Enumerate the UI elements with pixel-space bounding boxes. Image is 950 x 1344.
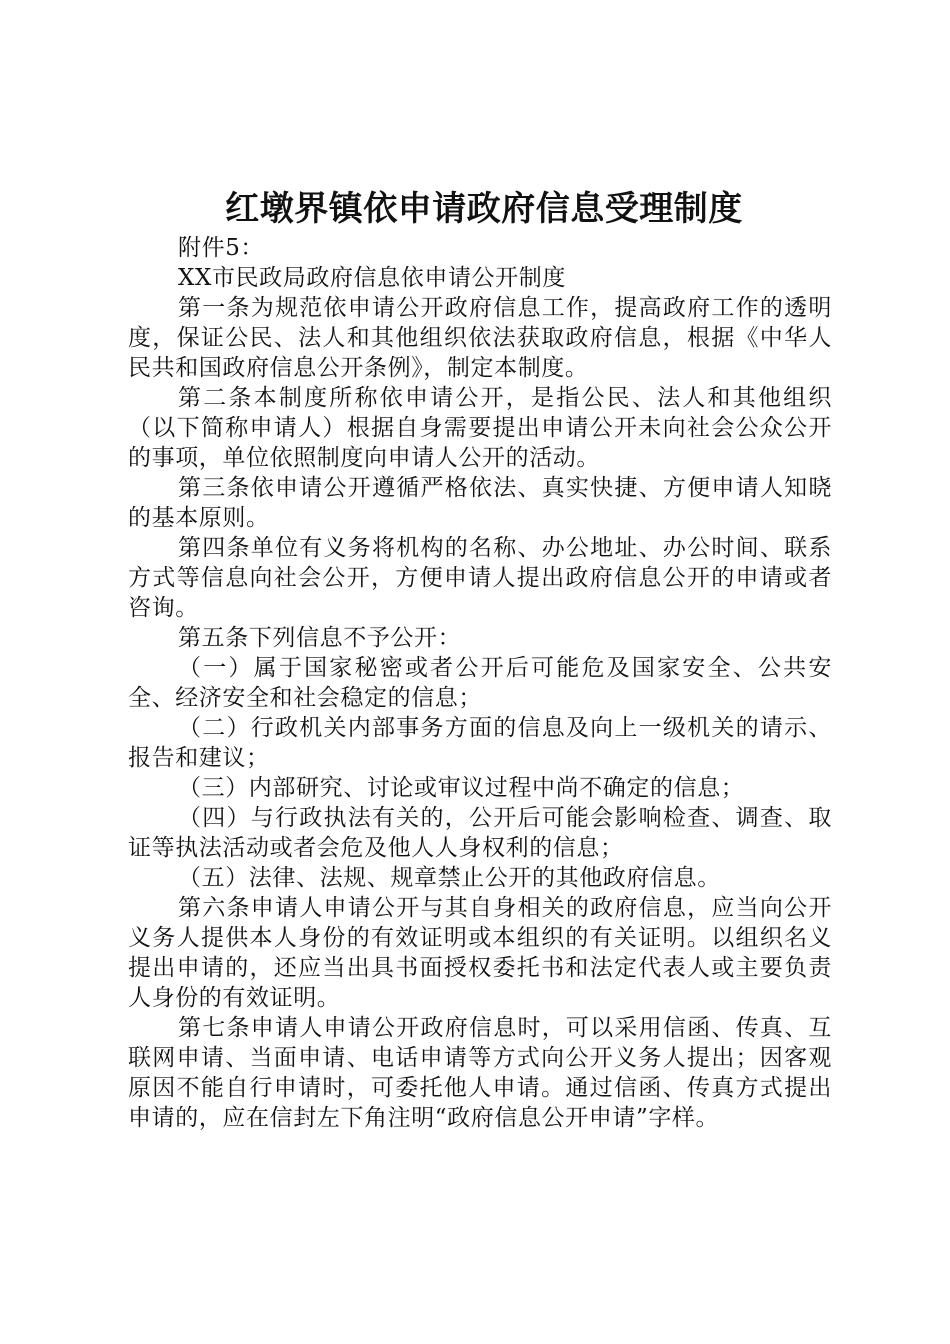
article-5-item-1: （一）属于国家秘密或者公开后可能危及国家安全、公共安全、经济安全和社会稳定的信息； — [128, 655, 832, 711]
subtitle: XX市民政局政府信息依申请公开制度 — [178, 265, 566, 291]
article-5-item-3: （三）内部研究、讨论或审议过程中尚不确定的信息； — [178, 775, 745, 801]
article-1: 第一条为规范依申请公开政府信息工作，提高政府工作的透明度，保证公民、法人和其他组织依法获取政府信息，根据《中华人民共和国政府信息公开条例》，制定本制度。 — [128, 295, 832, 381]
document-page — [128, 185, 832, 1133]
article-6: 第六条申请人申请公开与其自身相关的政府信息，应当向公开义务人提供本人身份的有效证明或本组织的有关证明。以组织名义提出申请的，还应当出具书面授权委托书和法定代表人或主要负责人身份的有效证明。 — [128, 895, 832, 1011]
article-3: 第三条依申请公开遵循严格依法、真实快捷、方便申请人知晓的基本原则。 — [128, 475, 832, 531]
article-5-item-2: （二）行政机关内部事务方面的信息及向上一级机关的请示、报告和建议； — [128, 715, 832, 771]
article-5: 第五条下列信息不予公开： — [178, 625, 462, 651]
article-5-item-4: （四）与行政执法有关的，公开后可能会影响检查、调查、取证等执法活动或者会危及他人人身权利的信息； — [128, 805, 832, 861]
article-4: 第四条单位有义务将机构的名称、办公地址、办公时间、联系方式等信息向社会公开，方便申请人提出政府信息公开的申请或者咨询。 — [128, 535, 832, 621]
article-2: 第二条本制度所称依申请公开，是指公民、法人和其他组织（以下简称申请人）根据自身需要提出申请公开未向社会公众公开的事项，单位依照制度向申请人公开的活动。 — [128, 385, 832, 471]
article-7: 第七条申请人申请公开政府信息时，可以采用信函、传真、互联网申请、当面申请、电话申请等方式向公开义务人提出；因客观原因不能自行申请时，可委托他人申请。通过信函、传真方式提出申请的，应在信封左下角注明“政府信息公开申请”字样。 — [128, 1015, 832, 1131]
article-5-item-5: （五）法律、法规、规章禁止公开的其他政府信息。 — [178, 865, 721, 891]
document-title: 红墩界镇依申请政府信息受理制度 — [225, 189, 743, 229]
attachment-label: 附件5： — [178, 235, 265, 261]
